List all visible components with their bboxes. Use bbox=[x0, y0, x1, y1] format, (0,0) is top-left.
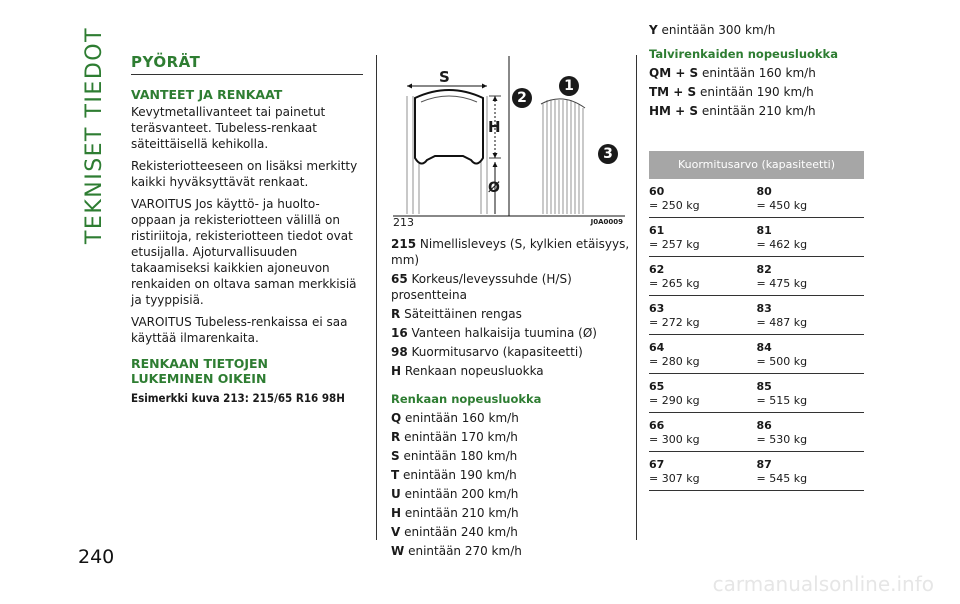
load-value: = 300 kg bbox=[649, 433, 700, 446]
load-value: = 265 kg bbox=[649, 277, 700, 290]
load-value: = 475 kg bbox=[756, 277, 808, 290]
table-row bbox=[649, 296, 864, 335]
load-value: = 530 kg bbox=[756, 433, 808, 446]
speed-class-item bbox=[391, 429, 631, 445]
description: Kuormitusarvo (kapasiteetti) bbox=[411, 345, 583, 359]
code: TM + S bbox=[649, 85, 697, 99]
tyre-code-definition bbox=[391, 325, 631, 341]
table-row bbox=[649, 179, 864, 218]
code: 98 bbox=[391, 345, 408, 359]
speed-class-item bbox=[391, 410, 631, 426]
code: S bbox=[391, 449, 400, 463]
paragraph: Kevytmetallivanteet tai painetut teräsvanteet. Tubeless-renkaat säteittäisellä kehikolla. bbox=[131, 105, 326, 151]
table-cell bbox=[757, 452, 865, 491]
load-value: = 290 kg bbox=[649, 394, 700, 407]
code: HM + S bbox=[649, 104, 699, 118]
description: enintään 180 km/h bbox=[403, 449, 518, 463]
tyre-code-definition bbox=[391, 344, 631, 360]
load-index: 81 bbox=[756, 224, 772, 237]
badge-2-label: 2 bbox=[517, 90, 527, 106]
speed-class-item bbox=[391, 543, 631, 559]
tyre-code-definition bbox=[391, 363, 631, 379]
tyre-figure bbox=[393, 56, 625, 228]
speed-class-y bbox=[649, 22, 869, 38]
figure-number: 213 bbox=[393, 216, 414, 229]
code: T bbox=[391, 468, 400, 482]
load-index: 60 bbox=[649, 185, 665, 198]
load-index: 61 bbox=[649, 224, 665, 237]
section-title: PYÖRÄT bbox=[131, 54, 363, 75]
table-row bbox=[649, 218, 864, 257]
label-diameter: Ø bbox=[488, 180, 500, 196]
tyre-code-definition bbox=[391, 306, 631, 322]
badge-3-label: 3 bbox=[603, 146, 613, 162]
load-table-header: Kuormitusarvo (kapasiteetti) bbox=[649, 151, 864, 179]
description: enintään 210 km/h bbox=[701, 104, 816, 118]
description: Säteittäinen rengas bbox=[404, 307, 522, 321]
table-cell bbox=[757, 179, 865, 218]
table-row bbox=[649, 413, 864, 452]
figure-code: J0A0009 bbox=[590, 218, 623, 226]
description: enintään 190 km/h bbox=[403, 468, 517, 482]
winter-speed-item bbox=[649, 65, 869, 81]
description: Renkaan nopeusluokka bbox=[404, 364, 544, 378]
description: enintään 200 km/h bbox=[404, 487, 519, 501]
code: Q bbox=[391, 411, 402, 425]
column-2 bbox=[391, 236, 631, 562]
table-cell bbox=[649, 218, 757, 257]
code: H bbox=[391, 364, 402, 378]
load-index: 80 bbox=[756, 185, 772, 198]
table-row bbox=[649, 335, 864, 374]
load-value: = 462 kg bbox=[756, 238, 808, 251]
warning-paragraph: VAROITUS Tubeless-renkaissa ei saa käyttää ilmarenkaita. bbox=[131, 315, 348, 345]
table-cell bbox=[757, 374, 865, 413]
column-1 bbox=[131, 54, 363, 406]
description: Nimellisleveys (S, kylkien etäisyys, mm) bbox=[391, 237, 630, 267]
load-index: 63 bbox=[649, 302, 665, 315]
code: R bbox=[391, 430, 401, 444]
code: V bbox=[391, 525, 401, 539]
load-value: = 487 kg bbox=[756, 316, 808, 329]
load-value: = 250 kg bbox=[649, 199, 700, 212]
load-index: 86 bbox=[756, 419, 772, 432]
description: enintään 160 km/h bbox=[405, 411, 519, 425]
table-cell bbox=[649, 452, 757, 491]
watermark-text: carmanualsonline.info bbox=[712, 572, 934, 596]
code: W bbox=[391, 544, 405, 558]
table-row bbox=[649, 257, 864, 296]
load-value: = 515 kg bbox=[756, 394, 808, 407]
label-h: H bbox=[488, 118, 501, 136]
load-index: 84 bbox=[756, 341, 772, 354]
table-cell bbox=[757, 257, 865, 296]
speed-class-item bbox=[391, 448, 631, 464]
warning-paragraph: VAROITUS Jos käyttö- ja huolto-oppaan ja rekisteriotteen välillä on ristiriitoja, rekisteriotteen tiedot ovat etusijalla. Ajoturvallisuuden takaamiseksi kaikkien ajoneuvon renkaiden on oltava saman merkkisiä ja tyyppisiä. bbox=[131, 197, 357, 307]
code: 215 bbox=[391, 237, 417, 251]
load-value: = 272 kg bbox=[649, 316, 700, 329]
badge-1-label: 1 bbox=[564, 78, 574, 94]
table-cell bbox=[757, 335, 865, 374]
table-cell bbox=[649, 179, 757, 218]
speed-class-item bbox=[391, 524, 631, 540]
paragraph: Rekisteriotteeseen on lisäksi merkitty kaikki hyväksyttävät renkaat. bbox=[131, 159, 358, 189]
code: U bbox=[391, 487, 401, 501]
table-cell bbox=[757, 413, 865, 452]
load-index: 62 bbox=[649, 263, 665, 276]
table-cell bbox=[757, 218, 865, 257]
load-index-table bbox=[649, 151, 864, 491]
code: R bbox=[391, 307, 401, 321]
speed-code: Y bbox=[649, 23, 658, 37]
table-cell bbox=[649, 296, 757, 335]
code: H bbox=[391, 506, 402, 520]
load-value: = 257 kg bbox=[649, 238, 700, 251]
load-value: = 280 kg bbox=[649, 355, 700, 368]
table-row bbox=[649, 374, 864, 413]
tyre-cross-section-diagram bbox=[393, 56, 625, 228]
description: enintään 190 km/h bbox=[700, 85, 814, 99]
load-value: = 450 kg bbox=[756, 199, 808, 212]
heading-reading-tyre-data: RENKAAN TIETOJEN LUKEMINEN OIKEIN bbox=[131, 356, 268, 386]
tyre-code-definition bbox=[391, 271, 631, 303]
description: enintään 240 km/h bbox=[404, 525, 518, 539]
load-value: = 307 kg bbox=[649, 472, 700, 485]
column-divider bbox=[636, 55, 637, 540]
load-index: 64 bbox=[649, 341, 665, 354]
winter-speed-heading: Talvirenkaiden nopeusluokka bbox=[649, 47, 838, 61]
description: enintään 170 km/h bbox=[404, 430, 518, 444]
table-row bbox=[649, 452, 864, 491]
code: 65 bbox=[391, 272, 408, 286]
load-index: 85 bbox=[756, 380, 772, 393]
table-cell bbox=[649, 257, 757, 296]
description: enintään 160 km/h bbox=[702, 66, 816, 80]
speed-value: enintään 300 km/h bbox=[661, 23, 776, 37]
load-index: 66 bbox=[649, 419, 665, 432]
column-divider bbox=[376, 55, 377, 540]
description: enintään 270 km/h bbox=[408, 544, 522, 558]
side-chapter-title bbox=[80, 20, 110, 250]
load-index: 67 bbox=[649, 458, 665, 471]
load-value: = 545 kg bbox=[756, 472, 808, 485]
table-cell bbox=[649, 413, 757, 452]
page-number: 240 bbox=[78, 546, 115, 568]
load-index: 87 bbox=[756, 458, 772, 471]
table-cell bbox=[649, 335, 757, 374]
column-3 bbox=[649, 22, 869, 491]
load-index: 83 bbox=[756, 302, 772, 315]
example-caption: Esimerkki kuva 213: 215/65 R16 98H bbox=[131, 391, 345, 405]
speed-class-item bbox=[391, 486, 631, 502]
code: QM + S bbox=[649, 66, 699, 80]
description: enintään 210 km/h bbox=[404, 506, 519, 520]
description: Korkeus/leveyssuhde (H/S) prosentteina bbox=[391, 272, 572, 302]
label-s: S bbox=[439, 68, 450, 86]
tyre-code-definition bbox=[391, 236, 631, 268]
winter-speed-item bbox=[649, 84, 869, 100]
load-value: = 500 kg bbox=[756, 355, 808, 368]
heading-rims-tyres: VANTEET JA RENKAAT bbox=[131, 87, 283, 102]
speed-class-item bbox=[391, 505, 631, 521]
side-chapter-title-text: TEKNISET TIEDOT bbox=[82, 26, 108, 244]
winter-speed-item bbox=[649, 103, 869, 119]
speed-class-item bbox=[391, 467, 631, 483]
table-cell bbox=[757, 296, 865, 335]
load-index: 82 bbox=[756, 263, 772, 276]
table-cell bbox=[649, 374, 757, 413]
description: Vanteen halkaisija tuumina (Ø) bbox=[411, 326, 597, 340]
speed-class-heading: Renkaan nopeusluokka bbox=[391, 392, 542, 406]
load-index: 65 bbox=[649, 380, 665, 393]
code: 16 bbox=[391, 326, 408, 340]
